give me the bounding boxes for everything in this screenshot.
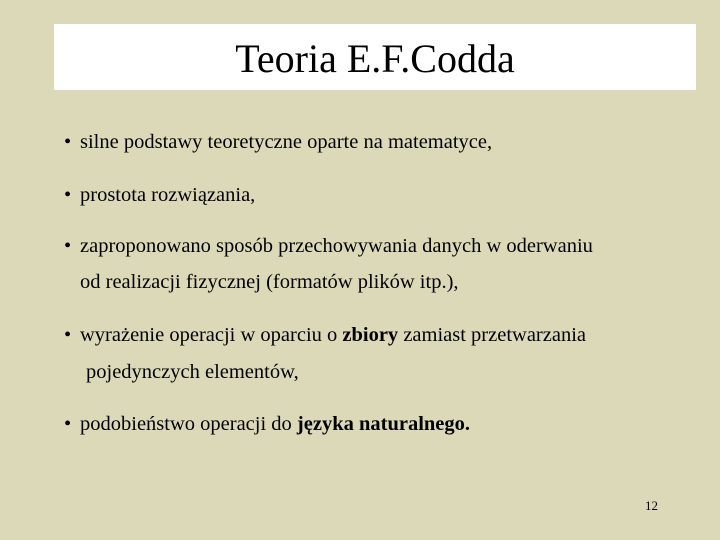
title-box (54, 24, 696, 90)
page-number: 12 (645, 498, 658, 513)
bullet-text: podobieństwo operacji do (80, 413, 297, 435)
bullet-text: wyrażenie operacji w oparciu o (80, 324, 343, 346)
bullet-item-2 (64, 185, 255, 206)
bullet-text: pojedynczych elementów, (86, 361, 299, 383)
slide-title: Teoria E.F.Codda (235, 36, 515, 81)
bullet-text: zamiast przetwarzania (398, 324, 586, 346)
bullet-item-5 (64, 414, 470, 435)
bullet-text-bold: zbiory (342, 324, 399, 346)
bullet-marker: • (64, 184, 72, 206)
bullet-marker: • (64, 235, 72, 257)
bullet-item-3-continuation (80, 272, 459, 293)
bullet-marker: • (64, 131, 72, 153)
bullet-item-4-continuation (86, 362, 299, 383)
bullet-item-3 (64, 236, 593, 257)
bullet-item-1 (64, 132, 492, 153)
bullet-marker: • (64, 413, 72, 435)
bullet-text: zaproponowano sposób przechowywania danych w oderwaniu (80, 235, 593, 257)
bullet-text-bold: języka naturalnego. (296, 413, 471, 435)
bullet-marker: • (64, 324, 72, 346)
bullet-text: od realizacji fizycznej (formatów plików itp.), (80, 271, 459, 293)
bullet-item-4 (64, 325, 586, 346)
bullet-text: silne podstawy teoretyczne oparte na matematyce, (80, 131, 493, 153)
bullet-text: prostota rozwiązania, (80, 184, 256, 206)
